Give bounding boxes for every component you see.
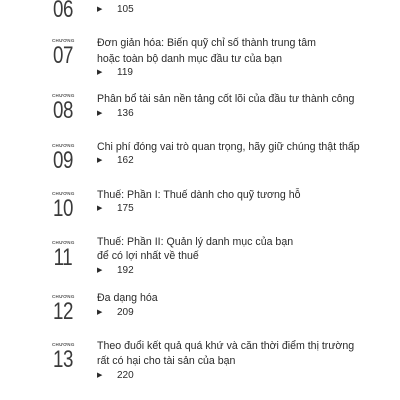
- chapter-number: 13: [52, 346, 74, 373]
- arrow-icon: ▶: [97, 372, 103, 379]
- page-number-row: [97, 265, 134, 277]
- chapter-label: CHƯƠNG: [52, 38, 75, 43]
- chapter-label: CHƯƠNG: [52, 93, 75, 98]
- page-number: 105: [117, 4, 134, 15]
- arrow-icon: ▶: [97, 69, 103, 76]
- page-number-row: [97, 108, 134, 120]
- page-number: 162: [117, 155, 134, 166]
- chapter-number: 11: [53, 244, 73, 271]
- chapter-title-line: rất có hại cho tài sản của bạn: [97, 355, 236, 367]
- page-number: 136: [117, 108, 134, 119]
- page-number: 209: [117, 307, 134, 318]
- chapter-title-line: Chi phí đóng vai trò quan trọng, hãy giữ chúng thật thấp: [97, 141, 360, 153]
- arrow-icon: ▶: [97, 309, 103, 316]
- page-number: 175: [117, 203, 134, 214]
- arrow-icon: ▶: [97, 267, 103, 274]
- page-number-row: [97, 203, 134, 215]
- page-number-row: [97, 307, 134, 319]
- chapter-title-line: Đơn giản hóa: Biến quỹ chỉ số thành trung tâm: [97, 37, 316, 49]
- arrow-icon: ▶: [97, 157, 103, 164]
- page-number: 192: [117, 265, 134, 276]
- page-number-row: [97, 155, 134, 167]
- page-number: 220: [117, 370, 134, 381]
- chapter-title-line: Đa dạng hóa: [97, 292, 158, 304]
- arrow-icon: ▶: [97, 205, 103, 212]
- arrow-icon: ▶: [97, 6, 103, 13]
- page-number-row: [97, 370, 134, 382]
- page-number-row: [97, 4, 134, 16]
- chapter-label: CHƯƠNG: [52, 143, 75, 148]
- chapter-number: 12: [52, 298, 74, 325]
- chapter-label: CHƯƠNG: [52, 342, 75, 347]
- chapter-title-line: Phân bổ tài sản nền tảng cốt lõi của đầu tư thành công: [97, 93, 355, 105]
- chapter-number: 10: [52, 195, 74, 222]
- page-number: 119: [117, 67, 133, 78]
- arrow-icon: ▶: [97, 110, 103, 117]
- page-number-row: [97, 67, 133, 79]
- chapter-number: 08: [52, 97, 74, 124]
- chapter-number: 09: [52, 147, 74, 174]
- chapter-title-line: Thuế: Phần II: Quản lý danh mục của bạn: [97, 236, 294, 248]
- chapter-number: 07: [52, 42, 74, 69]
- chapter-title-line: để có lợi nhất về thuế: [97, 250, 199, 262]
- chapter-label: CHƯƠNG: [52, 294, 75, 299]
- chapter-title-line: Thuế: Phần I: Thuế dành cho quỹ tương hỗ: [97, 189, 301, 201]
- chapter-number: 06: [52, 0, 74, 23]
- chapter-title-line: Theo đuổi kết quả quá khứ và căn thời điểm thị trường: [97, 340, 355, 352]
- chapter-label: CHƯƠNG: [52, 191, 75, 196]
- chapter-title-line: hoặc toàn bộ danh mục đầu tư của bạn: [97, 53, 282, 65]
- chapter-label: CHƯƠNG: [52, 240, 75, 245]
